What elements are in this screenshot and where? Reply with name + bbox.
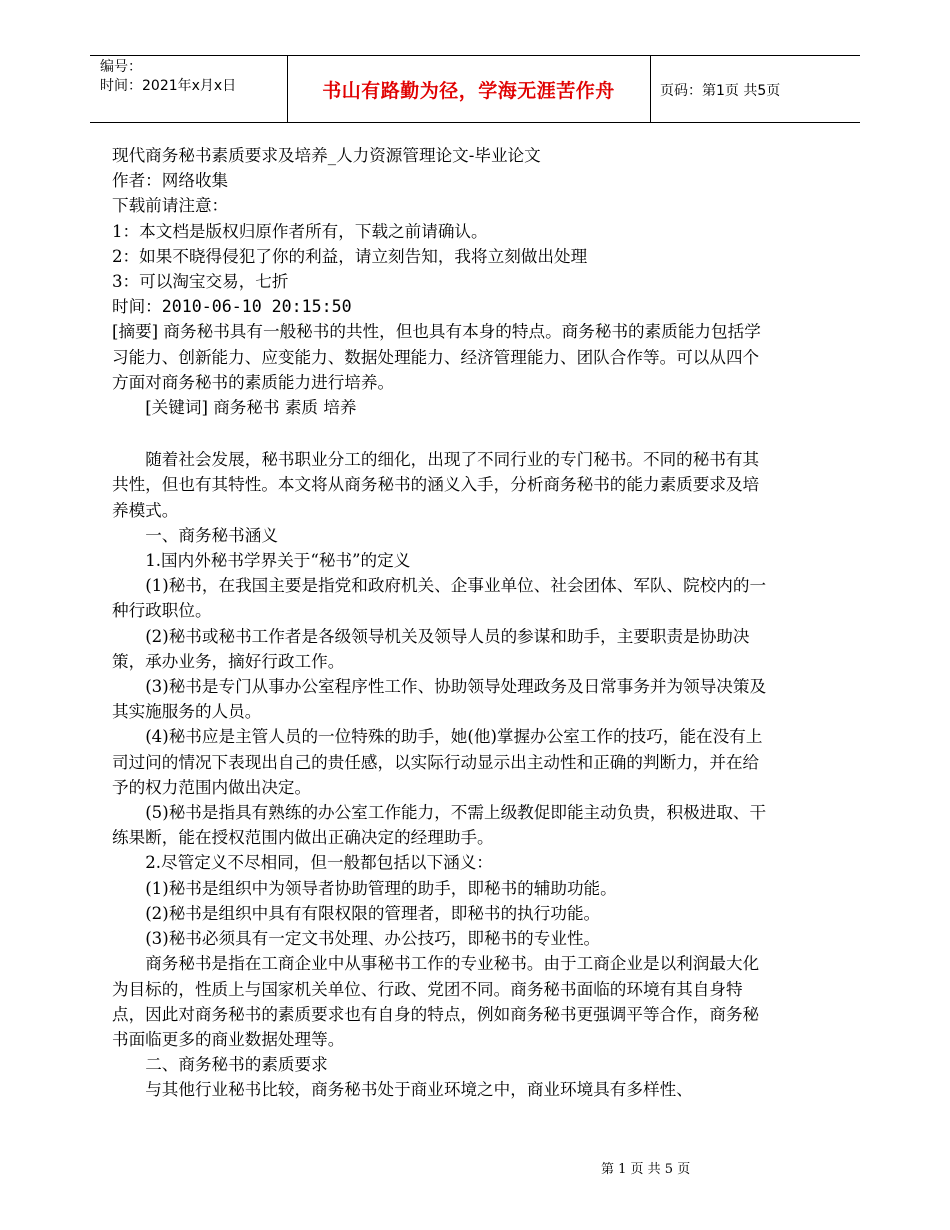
notice-item: 3：可以淘宝交易，七折 xyxy=(112,272,289,292)
document-body xyxy=(112,143,772,1103)
meaning-item: (3)秘书必须具有一定文书处理、办公技巧，即秘书的专业性。 xyxy=(145,929,601,949)
header-page-number: 页码：第1页 共5页 xyxy=(660,83,781,99)
notice-item: 2：如果不晓得侵犯了你的利益，请立刻告知，我将立刻做出处理 xyxy=(112,246,588,266)
meaning-item: (1)秘书是组织中为领导者协助管理的助手，即秘书的辅助功能。 xyxy=(145,878,617,898)
section-heading: 一、商务秘书涵义 xyxy=(145,525,278,545)
business-paragraph: 商务秘书是指在工商企业中从事秘书工作的专业秘书。由于工商企业是以利润最大化为目标的，性质上与国家机关单位、行政、党团不同。商务秘书面临的环境有其自身特点，因此对商务秘书的素质要求也有自身的特点，例如商务秘书更强调平等合作，商务秘书面临更多的商业数据处理等。 xyxy=(112,954,760,1049)
subsection-heading: 1.国内外秘书学界关于“秘书”的定义 xyxy=(145,551,411,571)
header-meta xyxy=(100,58,236,96)
section2-paragraph: 与其他行业秘书比较，商务秘书处于商业环境之中，商业环境具有多样性、 xyxy=(145,1080,693,1100)
abstract: [摘要] 商务秘书具有一般秘书的共性，但也具有本身的特点。商务秘书的素质能力包括学习能力、创新能力、应变能力、数据处理能力、经济管理能力、团队合作等。可以从四个方面对商务秘书的素质能力进行培养。 xyxy=(112,322,761,392)
definition-item: (4)秘书应是主管人员的一位特殊的助手，她(他)掌握办公室工作的技巧，能在没有上司过问的情况下表现出自己的贵任感，以实际行动显示出主动性和正确的判断力，并在给予的权力范围内做出决定。 xyxy=(112,727,763,797)
page-footer: 第 1 页 共 5 页 xyxy=(601,1162,691,1177)
header-time: 时间：2021年x月x日 xyxy=(100,78,237,94)
notice-item: 1：本文档是版权归原作者所有，下载之前请确认。 xyxy=(112,221,488,241)
header-divider xyxy=(650,56,651,122)
header-number: 编号： xyxy=(100,59,142,75)
definition-item: (2)秘书或秘书工作者是各级领导机关及领导人员的参谋和助手，主要职责是协助决策，承办业务，摘好行政工作。 xyxy=(112,626,750,671)
intro-paragraph: 随着社会发展，秘书职业分工的细化，出现了不同行业的专门秘书。不同的秘书有其共性，但也有其特性。本文将从商务秘书的涵义入手，分析商务秘书的能力素质要求及培养模式。 xyxy=(112,450,760,520)
header-motto: 书山有路勤为径，学海无涯苦作舟 xyxy=(322,80,615,102)
section-heading: 二、商务秘书的素质要求 xyxy=(145,1055,328,1075)
definition-item: (1)秘书，在我国主要是指党和政府机关、企事业单位、社会团体、军队、院校内的一种行政职位。 xyxy=(112,576,767,621)
spacer xyxy=(112,420,772,447)
document-author: 作者：网络收集 xyxy=(112,171,229,191)
definition-item: (5)秘书是指具有熟练的办公室工作能力，不需上级教促即能主动负贵，积极进取、干练果断，能在授权范围内做出正确决定的经理助手。 xyxy=(112,803,767,848)
header-table xyxy=(90,55,860,123)
document-title: 现代商务秘书素质要求及培养_人力资源管理论文-毕业论文 xyxy=(112,146,541,165)
document-time: 时间：2010-06-10 20:15:50 xyxy=(112,297,352,317)
meaning-item: (2)秘书是组织中具有有限权限的管理者，即秘书的执行功能。 xyxy=(145,903,601,923)
definition-item: (3)秘书是专门从事办公室程序性工作、协助领导处理政务及日常事务并为领导决策及其实施服务的人员。 xyxy=(112,677,767,722)
download-notice: 下载前请注意： xyxy=(112,196,229,216)
subsection-heading: 2.尽管定义不尽相同，但一般都包括以下涵义： xyxy=(145,853,493,873)
keywords: [关键词] 商务秘书 素质 培养 xyxy=(145,398,357,418)
